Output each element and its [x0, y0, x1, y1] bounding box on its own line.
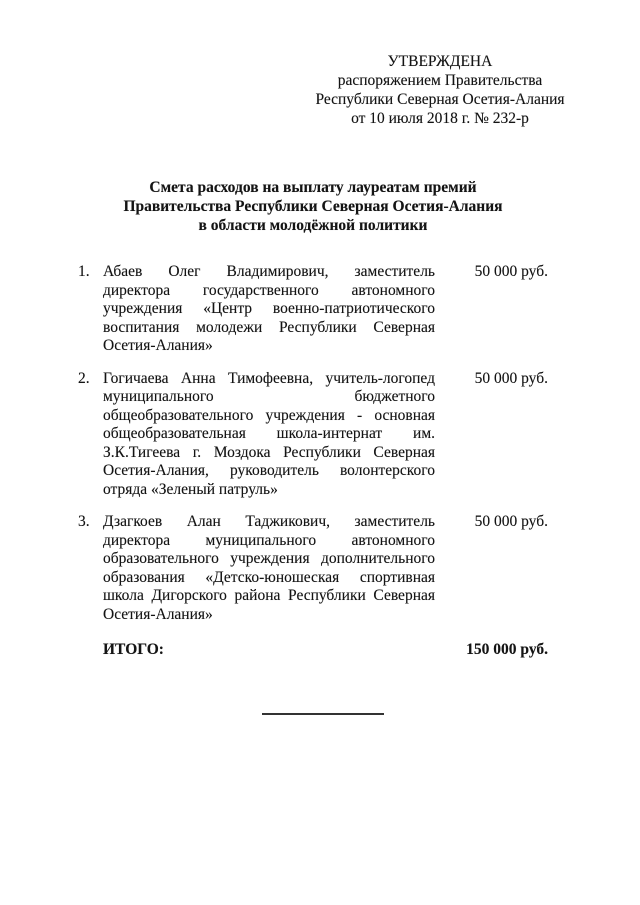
item-description: Дзагкоев Алан Таджикович, заместитель директора муниципального автономного образовательного учреждения дополнительного образования «Детско-юношеская спортивная школа Дигорского района Республики Северная Осетия-Алания» [103, 513, 435, 623]
approval-line: от 10 июля 2018 г. № 232-р [351, 110, 529, 127]
signature-separator-line [262, 713, 384, 715]
approval-line: распоряжением Правительства [337, 72, 543, 89]
item-amount: 50 000 руб. [474, 513, 548, 530]
expense-item [78, 513, 548, 624]
title-line: Смета расходов на выплату лауреатам премий [149, 179, 477, 196]
title-line: в области молодёжной политики [198, 217, 428, 234]
total-label: ИТОГО: [103, 641, 164, 658]
item-number: 1. [78, 263, 90, 280]
approval-line: Республики Северная Осетия-Алания [315, 91, 565, 108]
expense-item [78, 263, 548, 356]
item-description: Абаев Олег Владимирович, заместитель директора государственного автономного учреждения «Центр военно-патриотического воспитания молодежи Республики Северная Осетия-Алания» [103, 263, 435, 354]
approval-line: УТВЕРЖДЕНА [387, 53, 493, 70]
total-amount: 150 000 руб. [466, 641, 548, 658]
item-number: 2. [78, 369, 90, 387]
expense-items-list [78, 263, 548, 624]
title-line: Правительства Республики Северная Осетия-Алания [123, 198, 503, 215]
item-amount: 50 000 руб. [474, 369, 548, 387]
expense-item [78, 370, 548, 500]
item-number: 3. [78, 513, 90, 530]
item-amount: 50 000 руб. [474, 263, 548, 280]
page-title [78, 178, 548, 235]
total-row [78, 640, 548, 659]
item-description: Гогичаева Анна Тимофеевна, учитель-логопед муниципального бюджетного общеобразовательного учреждения - основная общеобразовательная школа-интернат им. З.К.Тигеева г. Моздока Республики Северная Осетия-Алания, руководитель волонтерского отряда «Зеленый патруль» [103, 369, 435, 498]
approval-stamp [310, 52, 570, 128]
